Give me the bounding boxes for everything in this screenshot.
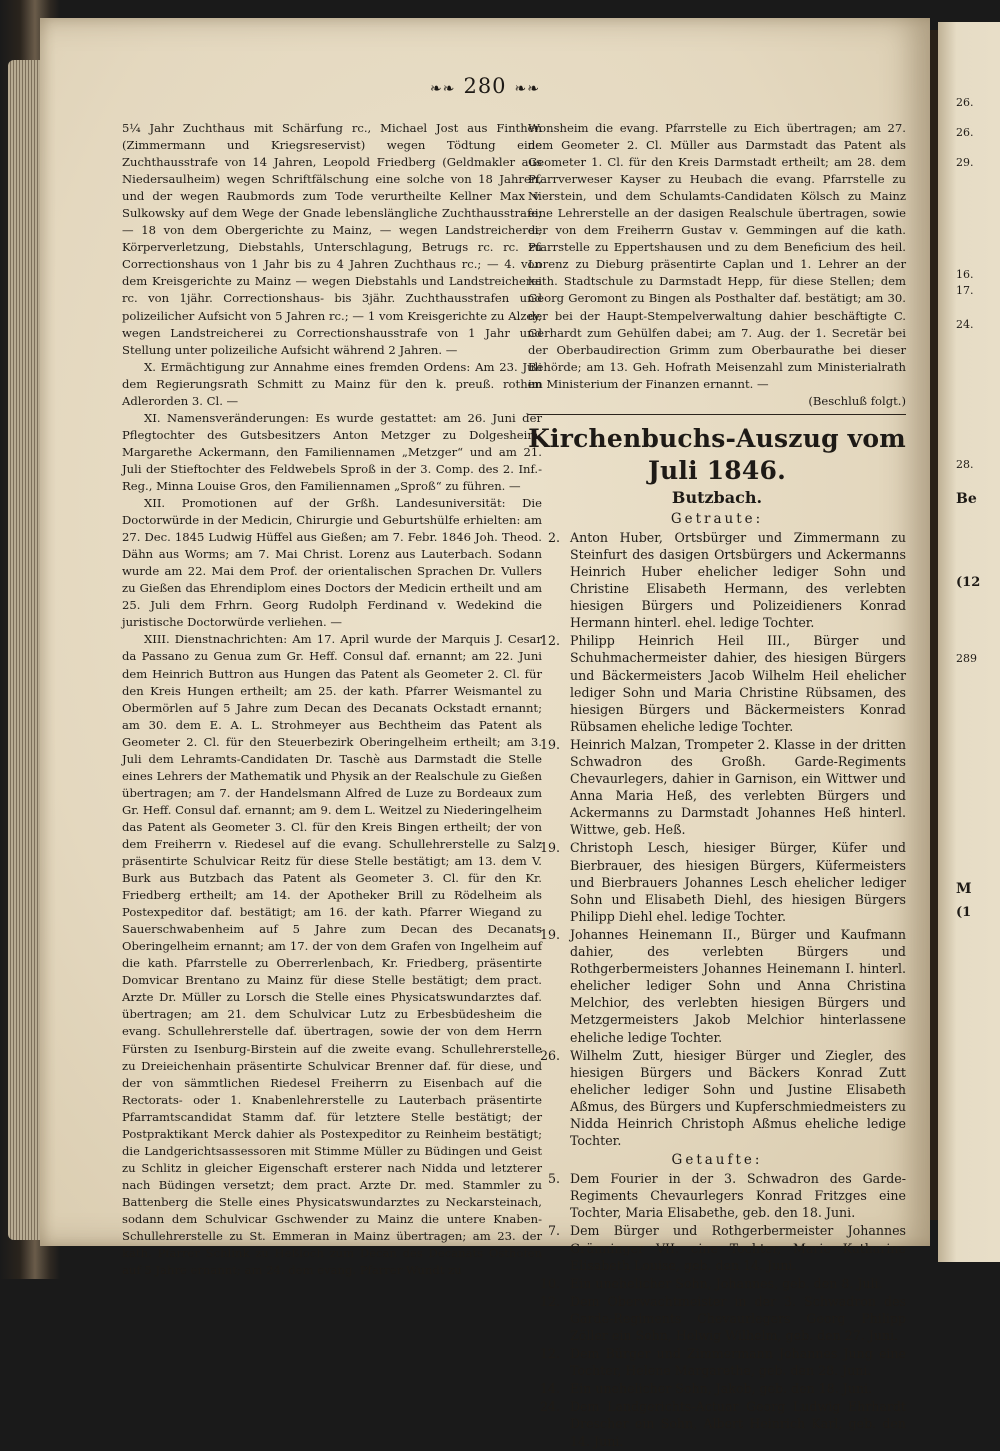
adjacent-fragment: Be: [956, 491, 977, 507]
paragraph-promotions: XII. Promotionen auf der Grßh. Landesuniversität: Die Doctorwürde in der Medicin, Chirurgie und Geburtshülfe erhielten: am 27. Dec. 1845 Ludwig Hüffel aus Gießen; am 7. Febr. 1846 Joh. Theod. Dähn aus Worms; am 7. Mai Christ. Lorenz aus Lauterbach. Sodann wurde am 22. Mai dem Prof. der orientalischen Sprachen Dr. Vullers zu Gießen das Ehrendiplom eines Doctors der Medicin ertheilt und am 25. Juli dem Frhrn. Georg Rudolph Ferdinand v. Wedekind die juristische Doctorwürde verliehen. —: [122, 496, 542, 630]
entry-text: Wilhelm Zutt, hiesiger Bürger und Ziegler, des hiesigen Bürgers und Bäckers Konrad Zutt ehelicher lediger Sohn und Justine Elisabeth Aßmus, des Bürgers und Kupferschmiedmeisters zu Nidda Heinrich Christoph Aßmus eheliche ledige Tochter.: [570, 1047, 906, 1149]
entry-day: 14.: [539, 1381, 560, 1397]
register-entry: [528, 1222, 906, 1273]
entry-text: Dem Bürger und Rothgerbermeister Johannes Grünninger VII. eine Tochter, Marie Katharine Elisabeth Louise, geb. den 14. Juni.: [570, 1223, 906, 1273]
church-register-title: Kirchenbuchs-Auszug vom Juli 1846.: [528, 423, 906, 485]
register-entry: [528, 1170, 906, 1221]
entry-text: Ein unehelicher Sohn, Jakob, geb. den 18. Juni.: [570, 1381, 873, 1397]
entry-text: Dem Bürger und Zimmermann Johannes Jung eine Tochter, Helene Margarethe, geb. den 28. Juni.: [570, 1346, 906, 1379]
entry-day: 2.: [547, 529, 560, 545]
married-heading: Getraute:: [670, 510, 764, 527]
register-entry: [528, 1293, 906, 1344]
paragraph-sentences: 5¼ Jahr Zuchthaus mit Schärfung rc., Michael Jost aus Finthen (Zimmermann und Kriegsreservist) wegen Tödtung eine Zuchthausstrafe von 14 Jahren, Leopold Friedberg (Geldmakler aus Niedersaulheim) wegen Schriftfälschung eine solche von 18 Jahren, und der wegen Raubmords zum Tode verurtheilte Kellner Max v. Sulkowsky auf dem Wege der Gnade lebenslängliche Zuchthausstrafe; — 18 von dem Obergerichte zu Mainz, — wegen Landstreicherei, Körperverletzung, Diebstahls, Unterschlagung, Betrugs rc. rc. zu Correctionshaus von 1 Jahr bis zu 4 Jahren Zuchthaus rc.; — 4. von dem Kreisgerichte zu Mainz — wegen Diebstahls und Landstreicherei rc. von 1jähr. Correctionshaus- bis 3jähr. Zuchthausstrafen und polizeilicher Aufsicht von 5 Jahren rc.; — 1 vom Kreisgerichte zu Alzey, wegen Landstreicherei zu Correctionshausstrafe von 1 Jahr und Stellung unter polizeiliche Aufsicht während 2 Jahren. —: [122, 121, 542, 357]
register-entry: [528, 1380, 906, 1397]
entry-text: Johannes Heinemann II., Bürger und Kaufmann dahier, des verlebten Bürgers und Rothgerbermeisters Johannes Heinemann I. hinterl. ehelicher lediger Sohn und Anna Christina Melchior, des verlebten hiesigen Bürgers und Metzgermeisters Jakob Melchior hinterlassene eheliche ledige Tochter.: [570, 926, 906, 1045]
baptized-heading: Getaufte:: [671, 1152, 763, 1169]
adjacent-fragment: 17.: [956, 284, 974, 297]
ornament-icon: ❧❧: [514, 81, 541, 97]
adjacent-fragment: 29.: [956, 156, 974, 169]
entry-day: 19.: [539, 926, 560, 942]
page: [40, 18, 930, 1449]
entry-text: Philipp Heinrich Heil III., Bürger und Schuhmachermeister dahier, des hiesigen Bürgers und Bäckermeisters Jacob Wilhelm Heil ehelicher lediger Sohn und Maria Christine Rübsamen, des hiesigen Bürgers und Bäckermeisters Konrad Rübsamen eheliche ledige Tochter.: [570, 633, 906, 734]
register-entry: [528, 926, 906, 1046]
entry-text: Heinrich Malzan, Trompeter 2. Klasse in der dritten Schwadron des Großh. Garde-Regiments Chevaurlegers, dahier in Garnison, ein Wittwer und Anna Maria Heß, des verlebten Bürgers und Ackermanns zu Darmstadt Johannes Heß hinterl. Wittwe, geb. Heß.: [570, 736, 906, 838]
entry-day: 12.: [539, 1346, 560, 1362]
paragraph-name-changes: XI. Namensveränderungen: Es wurde gestattet: am 26. Juni der Pflegtochter des Gutsbesitzers Anton Metzger zu Dolgesheim, Margarethe Ackermann, den Familiennamen „Metzger“ und am 21. Juli der Stieftochter des Feldwebels Sproß in der 3. Comp. des 2. Inf.-Reg., Minna Louise Gros, den Familiennamen „Sproß“ zu führen. —: [122, 410, 542, 493]
adjacent-fragment: (1: [956, 905, 972, 920]
paragraph-order: X. Ermächtigung zur Annahme eines fremden Ordens: Am 23. Juli dem Regierungsrath Schmitt zu Mainz für den k. preuß. rothen Adlerorden 3. Cl. —: [122, 359, 542, 408]
entry-day: 7.: [547, 1223, 560, 1239]
conclusion-note: (Beschluß folgt.): [808, 393, 906, 408]
baptized-list: [528, 1170, 906, 1450]
ornament-icon: ❧❧: [429, 81, 456, 97]
register-entry: [528, 529, 906, 632]
paragraph-service-news-continued: Wonsheim die evang. Pfarrstelle zu Eich übertragen; am 27. dem Geometer 2. Cl. Müller aus Darmstadt das Patent als Geometer 1. Cl. für den Kreis Darmstadt ertheilt; am 28. dem Pfarrverweser Kayser zu Heubach die evang. Pfarrstelle zu Nierstein, und dem Schulamts-Candidaten Kölsch zu Mainz eine Lehrerstelle an der dasigen Realschule übertragen, sowie der von dem Freiherrn Gustav v. Gemmingen auf die kath. Pfarrstelle zu Eppertshausen und zu dem Beneficium des heil. Lorenz zu Dieburg präsentirte Caplan und 1. Lehrer an der kath. Stadtschule zu Darmstadt Hepp, für diese Stellen; dem Georg Geromont zu Bingen als Posthalter daf. bestätigt; am 30. der bei der Haupt-Stempelverwaltung dahier beschäftigte C. Gerhardt zum Gehülfen dabei; am 7. Aug. der 1. Secretär bei der Oberbaudirection Grimm zum Oberbaurathe bei dieser Behörde; am 13. Geh. Hofrath Meisenzahl zum Ministerialrath im Ministerium der Finanzen ernannt. —: [528, 121, 906, 391]
church-register-place: Butzbach.: [671, 487, 763, 507]
entry-day: 19.: [539, 840, 560, 856]
entry-text: Dem Fourier in der 3. Schwadron des Garde-Regiments Chevaurlegers Konrad Fritzges eine Tochter, Maria Elisabethe, geb. den 18. Juni.: [570, 1171, 906, 1221]
adjacent-fragment: 26.: [956, 126, 974, 139]
entry-text: Anton Huber, Ortsbürger und Zimmermann zu Steinfurt des dasigen Ortsbürgers und Ackermanns Heinrich Huber ehelicher lediger Sohn und Christine Elisabeth Hermann, des verlebten hiesigen Bürgers und Polizeidieners Konrad Hermann hinterl. ehel. ledige Tochter.: [570, 529, 906, 631]
adjacent-fragment: (12: [956, 575, 981, 590]
register-entry: [528, 1047, 906, 1150]
entry-day: 10.: [539, 1275, 560, 1291]
adjacent-fragment: 26.: [956, 96, 974, 109]
entry-text: Dem Landgerichts-Actuar Georg Ludwig Ehrhardt Drescher ein Sohn, Albert Heinrich Karl, geb. den 14. Juni.: [570, 1399, 906, 1449]
adjacent-fragment: 16.: [956, 268, 974, 281]
entry-day: 24.: [539, 1399, 560, 1415]
register-entry: [528, 839, 906, 924]
entry-text: Dem Oberwachtmeister in der 3. Schwadron des Garde-Regiments Chevaurlegers Georg Philipp Zöller ein Sohn, Helwig Wilhelm, geb. den 27. Juni.: [570, 1293, 906, 1344]
entry-day: 19.: [539, 736, 560, 752]
adjacent-fragment: M: [956, 881, 972, 897]
adjacent-fragment: 24.: [956, 318, 974, 331]
entry-text: Christoph Lesch, hiesiger Bürger, Küfer und Bierbrauer, des hiesigen Bürgers, Küfermeisters und Bierbrauers Johannes Lesch ehelicher lediger Sohn und Elisabeth Diehl, des hiesigen Bürgers Philipp Diehl ehel. ledige Tochter.: [570, 840, 906, 924]
left-column: [122, 120, 542, 1279]
entry-text: Ein unehelicher Sohn, Johannes, geb. den 8. Juli.: [570, 1275, 883, 1291]
register-entry: [528, 632, 906, 735]
book-gutter: [930, 30, 938, 1220]
entry-day: 12.: [539, 1293, 560, 1309]
register-entry: [528, 1398, 906, 1449]
entry-day: 26.: [539, 1047, 560, 1063]
married-list: [528, 529, 906, 1149]
page-number: [40, 74, 930, 98]
adjacent-fragment: 28.: [956, 458, 974, 471]
right-column: [528, 120, 906, 1451]
paragraph-service-news: XIII. Dienstnachrichten: Am 17. April wurde der Marquis J. Cesar da Passano zu Genua zum Gr. Heff. Consul daf. ernannt; am 22. Juni dem Heinrich Buttron aus Hungen das Patent als Geometer 2. Cl. für den Kreis Hungen ertheilt; am 25. der kath. Pfarrer Weismantel zu Obermörlen auf 5 Jahre zum Decan des Decanats Ockstadt ernannt; am 30. dem E. A. L. Strohmeyer aus Bechtheim das Patent als Geometer 2. Cl. für den Steuerbezirk Oberingelheim ertheilt; am 3. Juli dem Lehramts-Candidaten Dr. Taschè aus Darmstadt die Stelle eines Lehrers der Mathematik und Physik an der Realschule zu Gießen übertragen; am 7. der Handelsmann Alfred de Luze zu Bordeaux zum Gr. Heff. Consul daf. ernannt; am 9. dem L. Weitzel zu Niederingelheim das Patent als Geometer 3. Cl. für den Kreis Bingen ertheilt; der von dem Freiherrn v. Riedesel auf die evang. Schullehrerstelle zu Salz präsentirte Schulvicar Reitz für diese Stelle bestätigt; am 13. dem V. Burk aus Butzbach das Patent als Geometer 3. Cl. für den Kr. Friedberg ertheilt; am 14. der Apotheker Brill zu Rödelheim als Postexpeditor daf. bestätigt; am 16. der kath. Pfarrer Wiegand zu Sauerschwabenheim auf 5 Jahre zum Decan des Decanats Oberingelheim ernannt; am 17. der von dem Grafen von Ingelheim auf die kath. Pfarrstelle zu Oberrerlenbach, Kr. Friedberg, präsentirte Domvicar Brentano zu Mainz für diese Stelle bestätigt; dem pract. Arzte Dr. Müller zu Lorsch die Stelle eines Physicatswundarztes daf. übertragen; am 21. dem Schulvicar Lutz zu Erbesbüdesheim die evang. Schullehrerstelle daf. übertragen, sowie der von dem Herrn Fürsten zu Isenburg-Birstein auf die zweite evang. Schullehrerstelle zu Dreieichenhain präsentirte Schulvicar Brenner daf. für diese, und der von sämmtlichen Riedesel Freiherrn zu Eisenbach auf die Rectorats- oder 1. Knabenlehrerstelle zu Lauterbach präsentirte Pfarramtscandidat Stamm daf. für letztere Stelle bestätigt; der Postpraktikant Merck dahier als Postexpeditor zu Reinheim bestätigt; die Landgerichtsassessoren mit Stimme Müller zu Büdingen und Geist zu Schlitz in gleicher Eigenschaft ersterer nach Nidda und letzterer nach Büdingen versetzt; dem pract. Arzte Dr. med. Stammler zu Battenberg die Stelle eines Physicatswundarztes zu Neckarsteinach, sodann dem Schulvicar Gschwender zu Mainz die untere Knaben-Schullehrerstelle zu St. Emmeran in Mainz übertragen; am 23. der kath. Pfarrer Schlink zu Heßloch zum Decan des Decanats Osthofen auf 5 Jahre ernannt; am 24. dem evang. Pfarrer Wundt zu: [122, 632, 542, 1278]
entry-day: 12.: [539, 633, 560, 649]
register-entry: [528, 1345, 906, 1379]
divider: [528, 414, 906, 415]
adjacent-fragment: 289: [956, 652, 977, 665]
register-entry: [528, 1275, 906, 1292]
adjacent-page: [938, 22, 1000, 1262]
entry-day: 5.: [547, 1171, 560, 1187]
page-number-text: 280: [463, 74, 507, 98]
register-entry: [528, 736, 906, 839]
